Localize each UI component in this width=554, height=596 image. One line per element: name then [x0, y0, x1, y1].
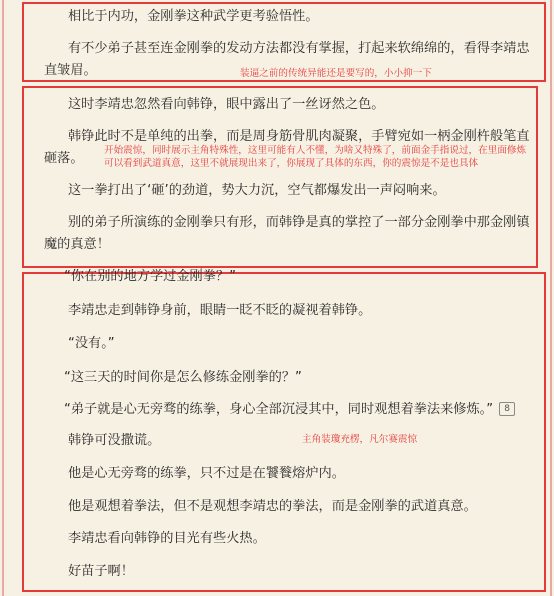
annotation-note: 装逼之前的传统异能还是要写的，小小抑一下	[240, 68, 432, 79]
paragraph: 这时李靖忠忽然看向韩铮，眼中露出了一丝讶然之色。	[68, 97, 385, 112]
paragraph: “你在别的地方学过金刚拳？”	[64, 269, 236, 284]
paragraph-continued: 砸落。	[44, 151, 84, 166]
page-right-border	[550, 0, 552, 596]
paragraph: 他是心无旁骛的练拳，只不过是在饕餮熔炉内。	[68, 466, 345, 481]
paragraph: 他是观想着拳法，但不是观想李靖忠的拳法，而是金刚拳的武道真意。	[68, 499, 477, 514]
paragraph: 这一拳打出了‘砸’的劲道，势大力沉，空气都爆发出一声闷响来。	[68, 183, 446, 198]
paragraph: 李靖忠看向韩铮的目光有些火热。	[68, 531, 266, 546]
paragraph: “没有。”	[68, 336, 115, 351]
paragraph: 好苗子啊！	[68, 564, 134, 579]
page-left-border	[2, 0, 4, 596]
paragraph-continued: 直皱眉。	[44, 63, 97, 78]
paragraph: 有不少弟子甚至连金刚拳的发动方法都没有掌握，打起来软绵绵的，看得李靖忠	[68, 41, 530, 56]
annotation-note: 主角装瓊充楞，凡尔赛震惊	[302, 434, 418, 445]
paragraph: 韩铮可没撒谎。	[68, 433, 161, 448]
paragraph: 相比于内功，金刚拳这种武学更考验悟性。	[68, 9, 319, 24]
paragraph-continued: 魔的真意！	[44, 237, 110, 252]
annotation-note-line: 开始震惊，同时展示主角特殊性，这里可能有人不懂，为啥又特殊了，前面金手指说过，在里面修炼	[104, 145, 527, 156]
paragraph-text: “弟子就是心无旁骛的练拳，身心全部沉浸其中，同时观想着拳法来修炼。”	[64, 402, 494, 417]
paragraph: 韩铮此时不是单纯的出拳，而是周身筋骨肌肉凝聚，手臂宛如一柄金刚杵般笔直	[68, 129, 530, 144]
paragraph: 李靖忠走到韩铮身前，眼睛一眨不眨的凝视着韩铮。	[68, 303, 372, 318]
paragraph-with-footnote	[64, 399, 515, 421]
paragraph: “这三天的时间你是怎么修练金刚拳的？”	[64, 370, 302, 385]
paragraph: 别的弟子所演练的金刚拳只有形，而韩铮是真的掌控了一部分金刚拳中那金刚镇	[68, 215, 530, 230]
footnote-marker[interactable]: 8	[499, 402, 515, 416]
annotation-note-line: 可以看到武道真意，这里不就展现出来了，你展现了具体的东西，你的震惊是不是也具体	[104, 158, 479, 169]
